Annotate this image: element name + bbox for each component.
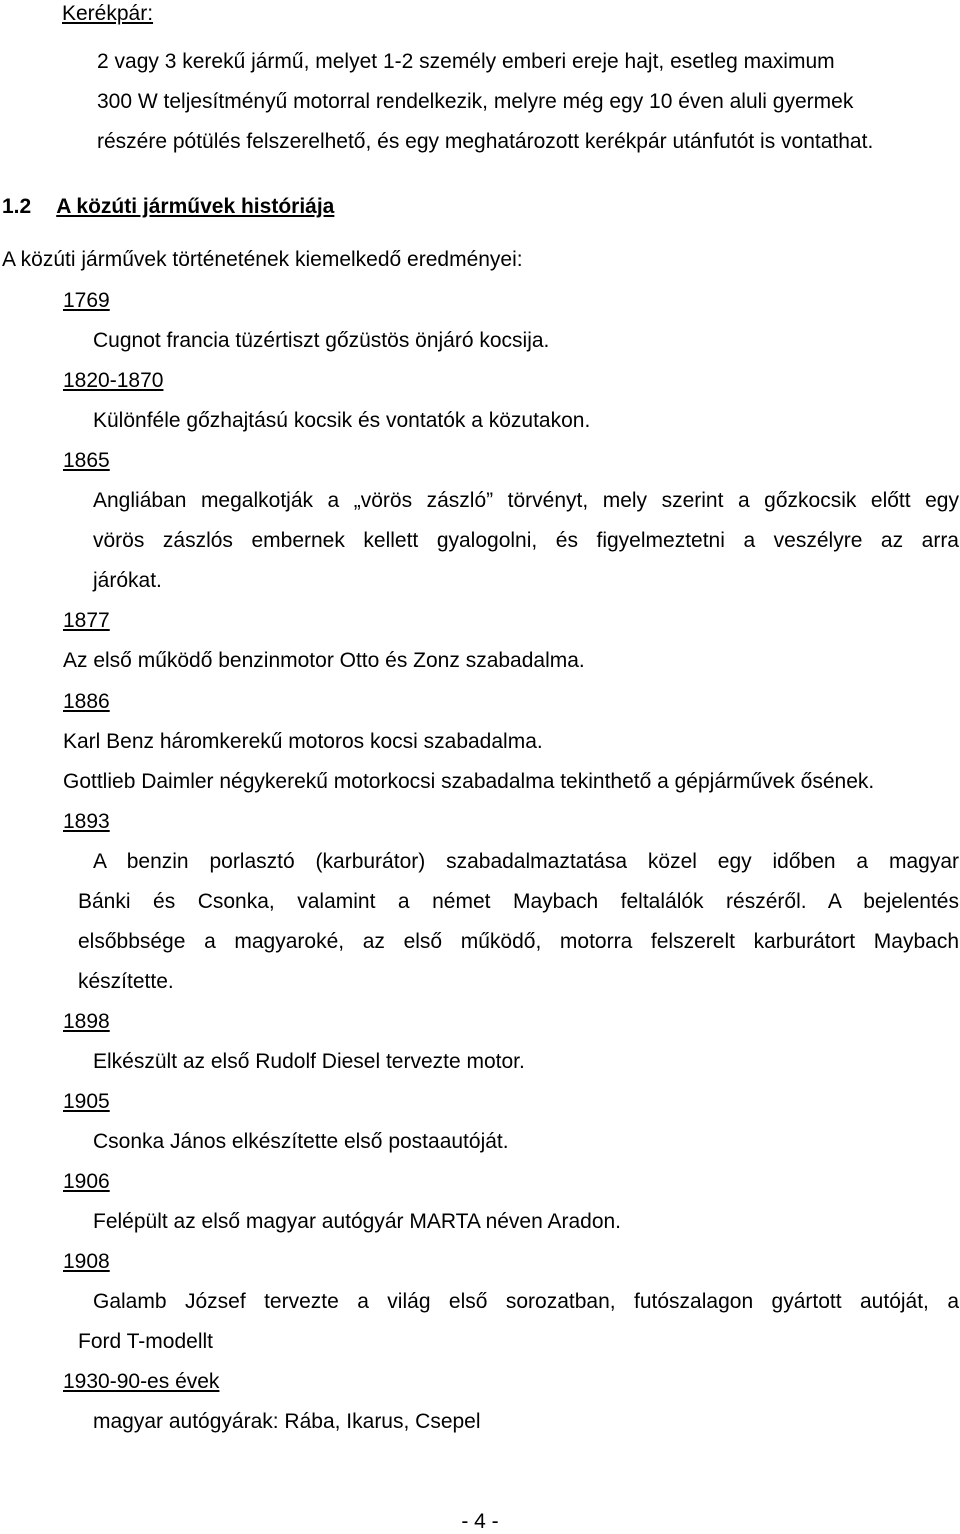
timeline-text: Ford T-modellt	[78, 1330, 213, 1353]
timeline-text: Az első működő benzinmotor Otto és Zonz szabadalma.	[63, 649, 585, 672]
timeline-text: Csonka János elkészítette első postaautóját.	[93, 1130, 509, 1153]
timeline-year-1930-90: 1930-90-es évek	[63, 1370, 220, 1393]
timeline-text: magyar autógyárak: Rába, Ikarus, Csepel	[93, 1410, 481, 1433]
timeline-text: Bánki és Csonka, valamint a német Maybach feltalálók részéről. A bejelentés	[78, 890, 959, 913]
timeline-text: Elkészült az első Rudolf Diesel tervezte motor.	[93, 1050, 525, 1073]
timeline-year-1905: 1905	[63, 1090, 110, 1113]
section-intro: A közúti járművek történetének kiemelkedő eredményei:	[2, 248, 523, 271]
timeline-text: A benzin porlasztó (karburátor) szabadalmaztatása közel egy időben a magyar	[93, 850, 959, 873]
timeline-year-1877: 1877	[63, 609, 110, 632]
timeline-text: Galamb József tervezte a világ első sorozatban, futószalagon gyártott autóját, a	[93, 1290, 959, 1313]
timeline-year-1893: 1893	[63, 810, 110, 833]
timeline-text: Felépült az első magyar autógyár MARTA néven Aradon.	[93, 1210, 622, 1233]
timeline-year-1820-1870: 1820-1870	[63, 369, 164, 392]
timeline-text: vörös zászlós embernek kellett gyalogolni, és figyelmeztetni a veszélyre az arra	[93, 529, 959, 552]
timeline-year-1898: 1898	[63, 1010, 110, 1033]
timeline-year-1865: 1865	[63, 449, 110, 472]
timeline-text: Cugnot francia tüzértiszt gőzüstös önjáró kocsija.	[93, 329, 550, 352]
section-number: 1.2	[2, 195, 32, 218]
timeline-text: készítette.	[78, 970, 174, 993]
section-heading	[2, 195, 334, 219]
bicycle-line-1: 2 vagy 3 kerekű jármű, melyet 1-2 személy emberi ereje hajt, esetleg maximum	[97, 50, 835, 73]
bicycle-heading: Kerékpár:	[62, 2, 154, 25]
timeline-year-1908: 1908	[63, 1250, 110, 1273]
timeline-text: elsőbbsége a magyaroké, az első működő, motorra felszerelt karburátort Maybach	[78, 930, 959, 953]
timeline-text: Különféle gőzhajtású kocsik és vontatók a közutakon.	[93, 409, 591, 432]
bicycle-line-3: részére pótülés felszerelhető, és egy meghatározott kerékpár utánfutót is vontathat.	[97, 130, 874, 153]
section-title: A közúti járművek históriája	[56, 195, 335, 218]
timeline-year-1886: 1886	[63, 690, 110, 713]
page-number: - 4 -	[461, 1510, 499, 1533]
timeline-text: járókat.	[93, 569, 162, 592]
timeline-year-1769: 1769	[63, 289, 110, 312]
bicycle-line-2: 300 W teljesítményű motorral rendelkezik, melyre még egy 10 éven aluli gyermek	[97, 90, 854, 113]
timeline-year-1906: 1906	[63, 1170, 110, 1193]
timeline-text: Gottlieb Daimler négykerekű motorkocsi szabadalma tekinthető a gépjárművek ősének.	[63, 770, 875, 793]
timeline-text: Karl Benz háromkerekű motoros kocsi szabadalma.	[63, 730, 543, 753]
timeline-text: Angliában megalkotják a „vörös zászló” törvényt, mely szerint a gőzkocsik előtt egy	[93, 489, 959, 512]
